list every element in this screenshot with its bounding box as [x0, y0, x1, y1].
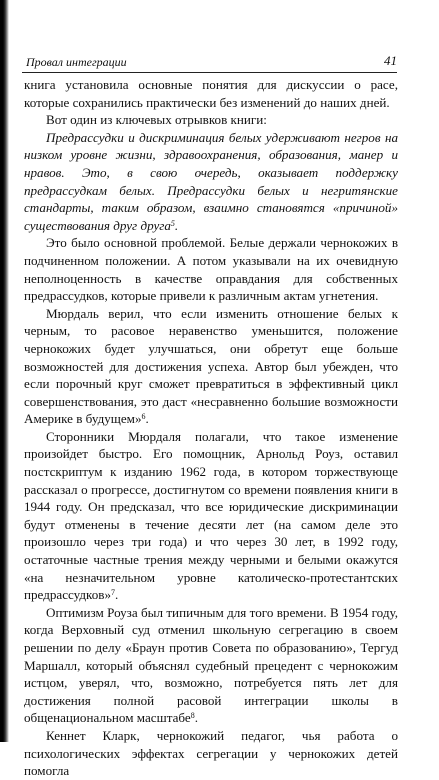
footnote-ref: 6 [141, 412, 146, 422]
header-rule [22, 72, 397, 73]
page-number: 41 [384, 53, 397, 68]
paragraph: Сторонники Мюрдаля полагали, что такое изменение произойдет быстро. Его помощник, Арнольд Роуз, оставил постскриптум к изданию 1962 года, в котором торжествующе рассказал о прогрессе, достигнутом со времени появления книги в 1944 году. Он предсказал, что все юридические дискриминации будут отменены в течение десяти лет (на самом деле это произошло через три года) и что через 30 лет, в 1992 году, остаточные частные трения между черными и белыми окажутся «на незначительном уровне католическо-протестантских предрассудков»$^7$. [24, 428, 398, 603]
footnote-ref: 7 [111, 588, 116, 598]
paragraph: Оптимизм Роуза был типичным для того времени. В 1954 году, когда Верховный суд отменил школьную сегрегацию в своем решении по делу «Браун против Совета по образованию», Тергуд Маршалл, который объяснял судебный прецедент с чернокожим истцом, уверял, что, возможно, потребуется пять лет для достижения полной расовой интеграции школы в общенациональном масштабе$^8$. [24, 604, 398, 726]
paragraph: книга установила основные понятия для дискуссии о расе, которые сохранились практически без изменений до наших дней. [24, 77, 398, 110]
running-title: Провал интеграции [26, 55, 127, 69]
footnote-ref: 8 [190, 711, 195, 721]
paragraph: Кеннет Кларк, чернокожий педагог, чья работа о психологических эффектах сегрегации у чернокожих детей помогла [24, 727, 398, 779]
footnote-ref: 5 [170, 218, 175, 228]
paragraph: Вот один из ключевых отрывков книги: [46, 112, 267, 128]
quote-paragraph: Предрассудки и дискриминация белых удерживают негров на низком уровне жизни, здравоохранения, образования, манер и нравов. Это, в свою очередь, оказывает поддержку предрассудкам белых. Предрассудки белых и негритянские стандарты, таким образом, взаимно становятся «причиной» существования друг друга$^5$. [24, 129, 398, 233]
body-text [24, 76, 398, 780]
paragraph: Мюрдаль верил, что если изменить отношение белых к черным, то расовое неравенство уменьшится, положение чернокожих будет улучшаться, они обретут еще больше возможностей для достижения успеха. Автор был убежден, что если порочный круг сможет превратиться в эффективный цикл совершенствования, это даст «несравненно большие возможности Америке в будущем»$^6$. [24, 305, 398, 427]
paragraph: Это было основной проблемой. Белые держали чернокожих в подчиненном положении. А потом указывали на их очевидную неполноценность в качестве оправдания для собственных предрассудков, которые привели к различным актам угнетения. [24, 235, 398, 304]
page-header [22, 52, 397, 72]
